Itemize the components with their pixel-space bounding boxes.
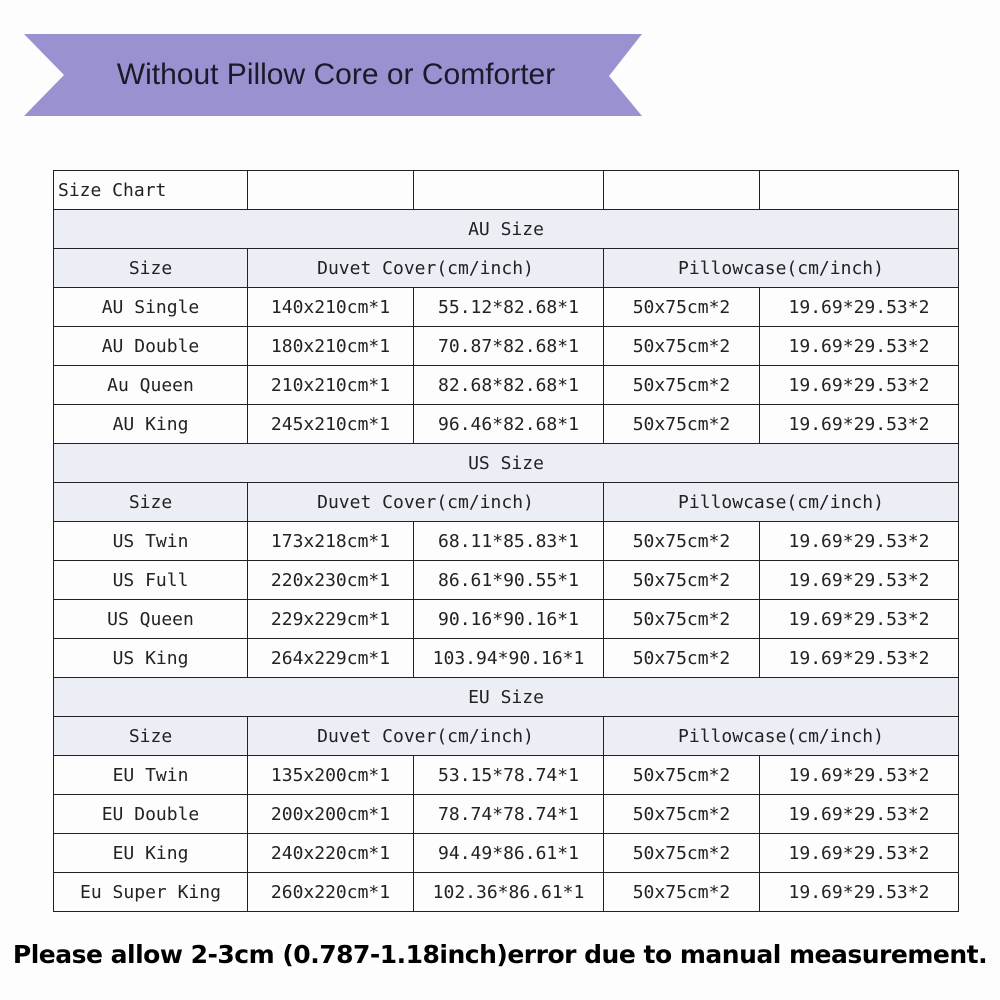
duvet-inch-cell: 53.15*78.74*1 — [414, 756, 604, 795]
empty-cell — [414, 171, 604, 210]
duvet-inch-cell: 78.74*78.74*1 — [414, 795, 604, 834]
header-row — [54, 249, 959, 288]
duvet-cm-cell: 140x210cm*1 — [248, 288, 414, 327]
duvet-cm-cell: 264x229cm*1 — [248, 639, 414, 678]
size-name-cell: US Queen — [54, 600, 248, 639]
duvet-cover-header: Duvet Cover(cm/inch) — [248, 249, 604, 288]
empty-cell — [248, 171, 414, 210]
size-header: Size — [54, 249, 248, 288]
pillow-inch-cell: 19.69*29.53*2 — [760, 405, 959, 444]
duvet-cover-header: Duvet Cover(cm/inch) — [248, 717, 604, 756]
header-row — [54, 717, 959, 756]
pillow-cm-cell: 50x75cm*2 — [604, 834, 760, 873]
pillow-cm-cell: 50x75cm*2 — [604, 327, 760, 366]
duvet-inch-cell: 68.11*85.83*1 — [414, 522, 604, 561]
section-row — [54, 678, 959, 717]
pillow-cm-cell: 50x75cm*2 — [604, 639, 760, 678]
table-row — [54, 522, 959, 561]
duvet-inch-cell: 103.94*90.16*1 — [414, 639, 604, 678]
duvet-inch-cell: 96.46*82.68*1 — [414, 405, 604, 444]
duvet-inch-cell: 86.61*90.55*1 — [414, 561, 604, 600]
duvet-cm-cell: 220x230cm*1 — [248, 561, 414, 600]
pillowcase-header: Pillowcase(cm/inch) — [604, 249, 959, 288]
pillow-cm-cell: 50x75cm*2 — [604, 522, 760, 561]
pillow-inch-cell: 19.69*29.53*2 — [760, 756, 959, 795]
duvet-cm-cell: 229x229cm*1 — [248, 600, 414, 639]
duvet-cm-cell: 240x220cm*1 — [248, 834, 414, 873]
pillow-inch-cell: 19.69*29.53*2 — [760, 522, 959, 561]
pillow-inch-cell: 19.69*29.53*2 — [760, 834, 959, 873]
table-row — [54, 639, 959, 678]
duvet-cover-header: Duvet Cover(cm/inch) — [248, 483, 604, 522]
duvet-inch-cell: 94.49*86.61*1 — [414, 834, 604, 873]
table-row — [54, 561, 959, 600]
size-header: Size — [54, 483, 248, 522]
pillow-inch-cell: 19.69*29.53*2 — [760, 561, 959, 600]
banner-title: Without Pillow Core or Comforter — [116, 58, 556, 91]
pillow-cm-cell: 50x75cm*2 — [604, 756, 760, 795]
table-row — [54, 288, 959, 327]
size-name-cell: US Twin — [54, 522, 248, 561]
size-name-cell: AU Double — [54, 327, 248, 366]
pillow-inch-cell: 19.69*29.53*2 — [760, 873, 959, 912]
section-title: US Size — [54, 444, 959, 483]
pillow-cm-cell: 50x75cm*2 — [604, 405, 760, 444]
size-name-cell: Eu Super King — [54, 873, 248, 912]
pillow-cm-cell: 50x75cm*2 — [604, 288, 760, 327]
pillowcase-header: Pillowcase(cm/inch) — [604, 483, 959, 522]
table-row — [54, 834, 959, 873]
duvet-cm-cell: 173x218cm*1 — [248, 522, 414, 561]
duvet-inch-cell: 70.87*82.68*1 — [414, 327, 604, 366]
table-row — [54, 795, 959, 834]
duvet-cm-cell: 135x200cm*1 — [248, 756, 414, 795]
pillow-cm-cell: 50x75cm*2 — [604, 795, 760, 834]
table-row — [54, 873, 959, 912]
size-name-cell: EU King — [54, 834, 248, 873]
size-name-cell: US Full — [54, 561, 248, 600]
duvet-cm-cell: 180x210cm*1 — [248, 327, 414, 366]
size-header: Size — [54, 717, 248, 756]
table-row — [54, 756, 959, 795]
empty-cell — [604, 171, 760, 210]
title-banner — [24, 32, 642, 118]
duvet-cm-cell: 210x210cm*1 — [248, 366, 414, 405]
size-name-cell: EU Double — [54, 795, 248, 834]
pillow-cm-cell: 50x75cm*2 — [604, 873, 760, 912]
pillow-cm-cell: 50x75cm*2 — [604, 561, 760, 600]
size-chart-table — [53, 170, 959, 912]
table-row — [54, 600, 959, 639]
duvet-cm-cell: 200x200cm*1 — [248, 795, 414, 834]
section-row — [54, 444, 959, 483]
title-row — [54, 171, 959, 210]
duvet-inch-cell: 90.16*90.16*1 — [414, 600, 604, 639]
pillow-inch-cell: 19.69*29.53*2 — [760, 288, 959, 327]
section-title: EU Size — [54, 678, 959, 717]
duvet-cm-cell: 260x220cm*1 — [248, 873, 414, 912]
size-name-cell: AU Single — [54, 288, 248, 327]
duvet-inch-cell: 82.68*82.68*1 — [414, 366, 604, 405]
size-name-cell: AU King — [54, 405, 248, 444]
pillow-inch-cell: 19.69*29.53*2 — [760, 327, 959, 366]
table-row — [54, 366, 959, 405]
size-name-cell: Au Queen — [54, 366, 248, 405]
size-name-cell: EU Twin — [54, 756, 248, 795]
section-title: AU Size — [54, 210, 959, 249]
header-row — [54, 483, 959, 522]
pillow-inch-cell: 19.69*29.53*2 — [760, 600, 959, 639]
pillow-inch-cell: 19.69*29.53*2 — [760, 366, 959, 405]
duvet-inch-cell: 102.36*86.61*1 — [414, 873, 604, 912]
pillowcase-header: Pillowcase(cm/inch) — [604, 717, 959, 756]
table-row — [54, 405, 959, 444]
pillow-inch-cell: 19.69*29.53*2 — [760, 795, 959, 834]
duvet-cm-cell: 245x210cm*1 — [248, 405, 414, 444]
empty-cell — [760, 171, 959, 210]
duvet-inch-cell: 55.12*82.68*1 — [414, 288, 604, 327]
pillow-cm-cell: 50x75cm*2 — [604, 600, 760, 639]
size-chart-title: Size Chart — [54, 171, 248, 210]
table-row — [54, 327, 959, 366]
pillow-inch-cell: 19.69*29.53*2 — [760, 639, 959, 678]
size-name-cell: US King — [54, 639, 248, 678]
section-row — [54, 210, 959, 249]
measurement-note: Please allow 2-3cm (0.787-1.18inch)error due to manual measurement. — [12, 940, 988, 969]
pillow-cm-cell: 50x75cm*2 — [604, 366, 760, 405]
